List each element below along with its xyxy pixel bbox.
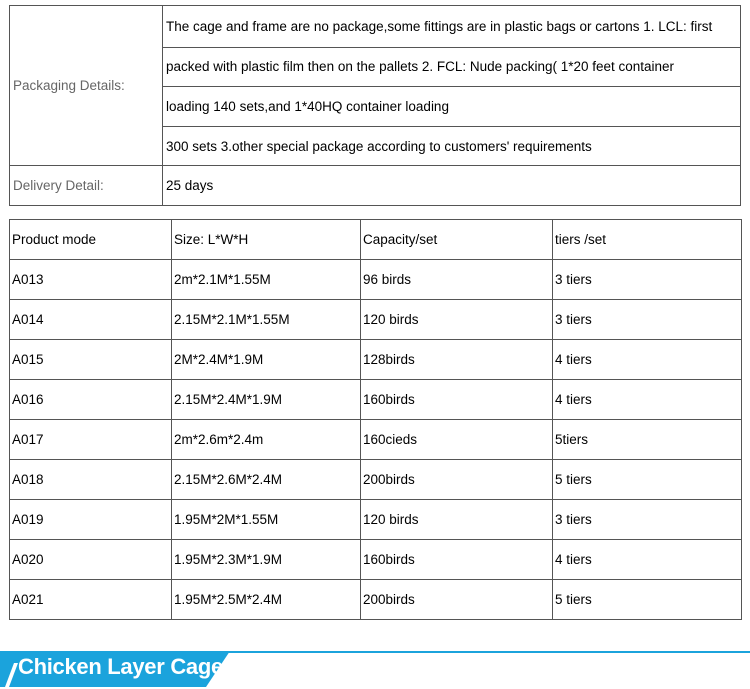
packaging-table [9, 5, 741, 206]
cell-size: 2m*2.6m*2.4m [172, 420, 361, 460]
cell-tiers: 4 tiers [553, 540, 742, 580]
cell-tiers: 3 tiers [553, 260, 742, 300]
cell-tiers: 5tiers [553, 420, 742, 460]
cell-size: 2.15M*2.1M*1.55M [172, 300, 361, 340]
table-row [10, 420, 742, 460]
cell-model: A020 [10, 540, 172, 580]
cell-tiers: 4 tiers [553, 380, 742, 420]
cell-tiers: 3 tiers [553, 500, 742, 540]
product-table [9, 219, 742, 620]
cell-size: 2.15M*2.6M*2.4M [172, 460, 361, 500]
cell-model: A013 [10, 260, 172, 300]
cell-model: A021 [10, 580, 172, 620]
cell-capacity: 128birds [361, 340, 553, 380]
header-capacity: Capacity/set [361, 220, 553, 260]
table-row [10, 580, 742, 620]
packaging-line-4: 300 sets 3.other special package according to customers' requirements [163, 126, 741, 166]
cell-model: A015 [10, 340, 172, 380]
cell-capacity: 200birds [361, 580, 553, 620]
packaging-line-1: The cage and frame are no package,some fittings are in plastic bags or cartons 1. LCL: first [163, 6, 741, 48]
cell-capacity: 120 birds [361, 300, 553, 340]
table-row [10, 380, 742, 420]
cell-model: A018 [10, 460, 172, 500]
table-header-row [10, 220, 742, 260]
cell-capacity: 120 birds [361, 500, 553, 540]
header-tiers: tiers /set [553, 220, 742, 260]
cell-capacity: 160birds [361, 540, 553, 580]
cell-size: 2m*2.1M*1.55M [172, 260, 361, 300]
header-product-mode: Product mode [10, 220, 172, 260]
section-banner [0, 650, 750, 689]
packaging-line-2: packed with plastic film then on the pallets 2. FCL: Nude packing( 1*20 feet container [163, 47, 741, 87]
cell-capacity: 96 birds [361, 260, 553, 300]
table-row [10, 340, 742, 380]
header-size: Size: L*W*H [172, 220, 361, 260]
cell-capacity: 160cieds [361, 420, 553, 460]
packaging-line-3: loading 140 sets,and 1*40HQ container loading [163, 87, 741, 127]
table-row [10, 540, 742, 580]
table-row [10, 460, 742, 500]
cell-model: A014 [10, 300, 172, 340]
cell-capacity: 200birds [361, 460, 553, 500]
cell-tiers: 5 tiers [553, 580, 742, 620]
cell-tiers: 5 tiers [553, 460, 742, 500]
cell-size: 2.15M*2.4M*1.9M [172, 380, 361, 420]
cell-model: A016 [10, 380, 172, 420]
delivery-detail-label: Delivery Detail: [10, 166, 163, 206]
cell-size: 2M*2.4M*1.9M [172, 340, 361, 380]
cell-size: 1.95M*2.5M*2.4M [172, 580, 361, 620]
table-row [10, 300, 742, 340]
cell-tiers: 4 tiers [553, 340, 742, 380]
cell-size: 1.95M*2M*1.55M [172, 500, 361, 540]
packaging-details-label: Packaging Details: [10, 6, 163, 166]
cell-model: A017 [10, 420, 172, 460]
table-row [10, 260, 742, 300]
cell-size: 1.95M*2.3M*1.9M [172, 540, 361, 580]
cell-model: A019 [10, 500, 172, 540]
cell-tiers: 3 tiers [553, 300, 742, 340]
banner-title: Chicken Layer Cage [18, 654, 223, 679]
cell-capacity: 160birds [361, 380, 553, 420]
table-row [10, 500, 742, 540]
delivery-detail-value: 25 days [163, 166, 741, 206]
